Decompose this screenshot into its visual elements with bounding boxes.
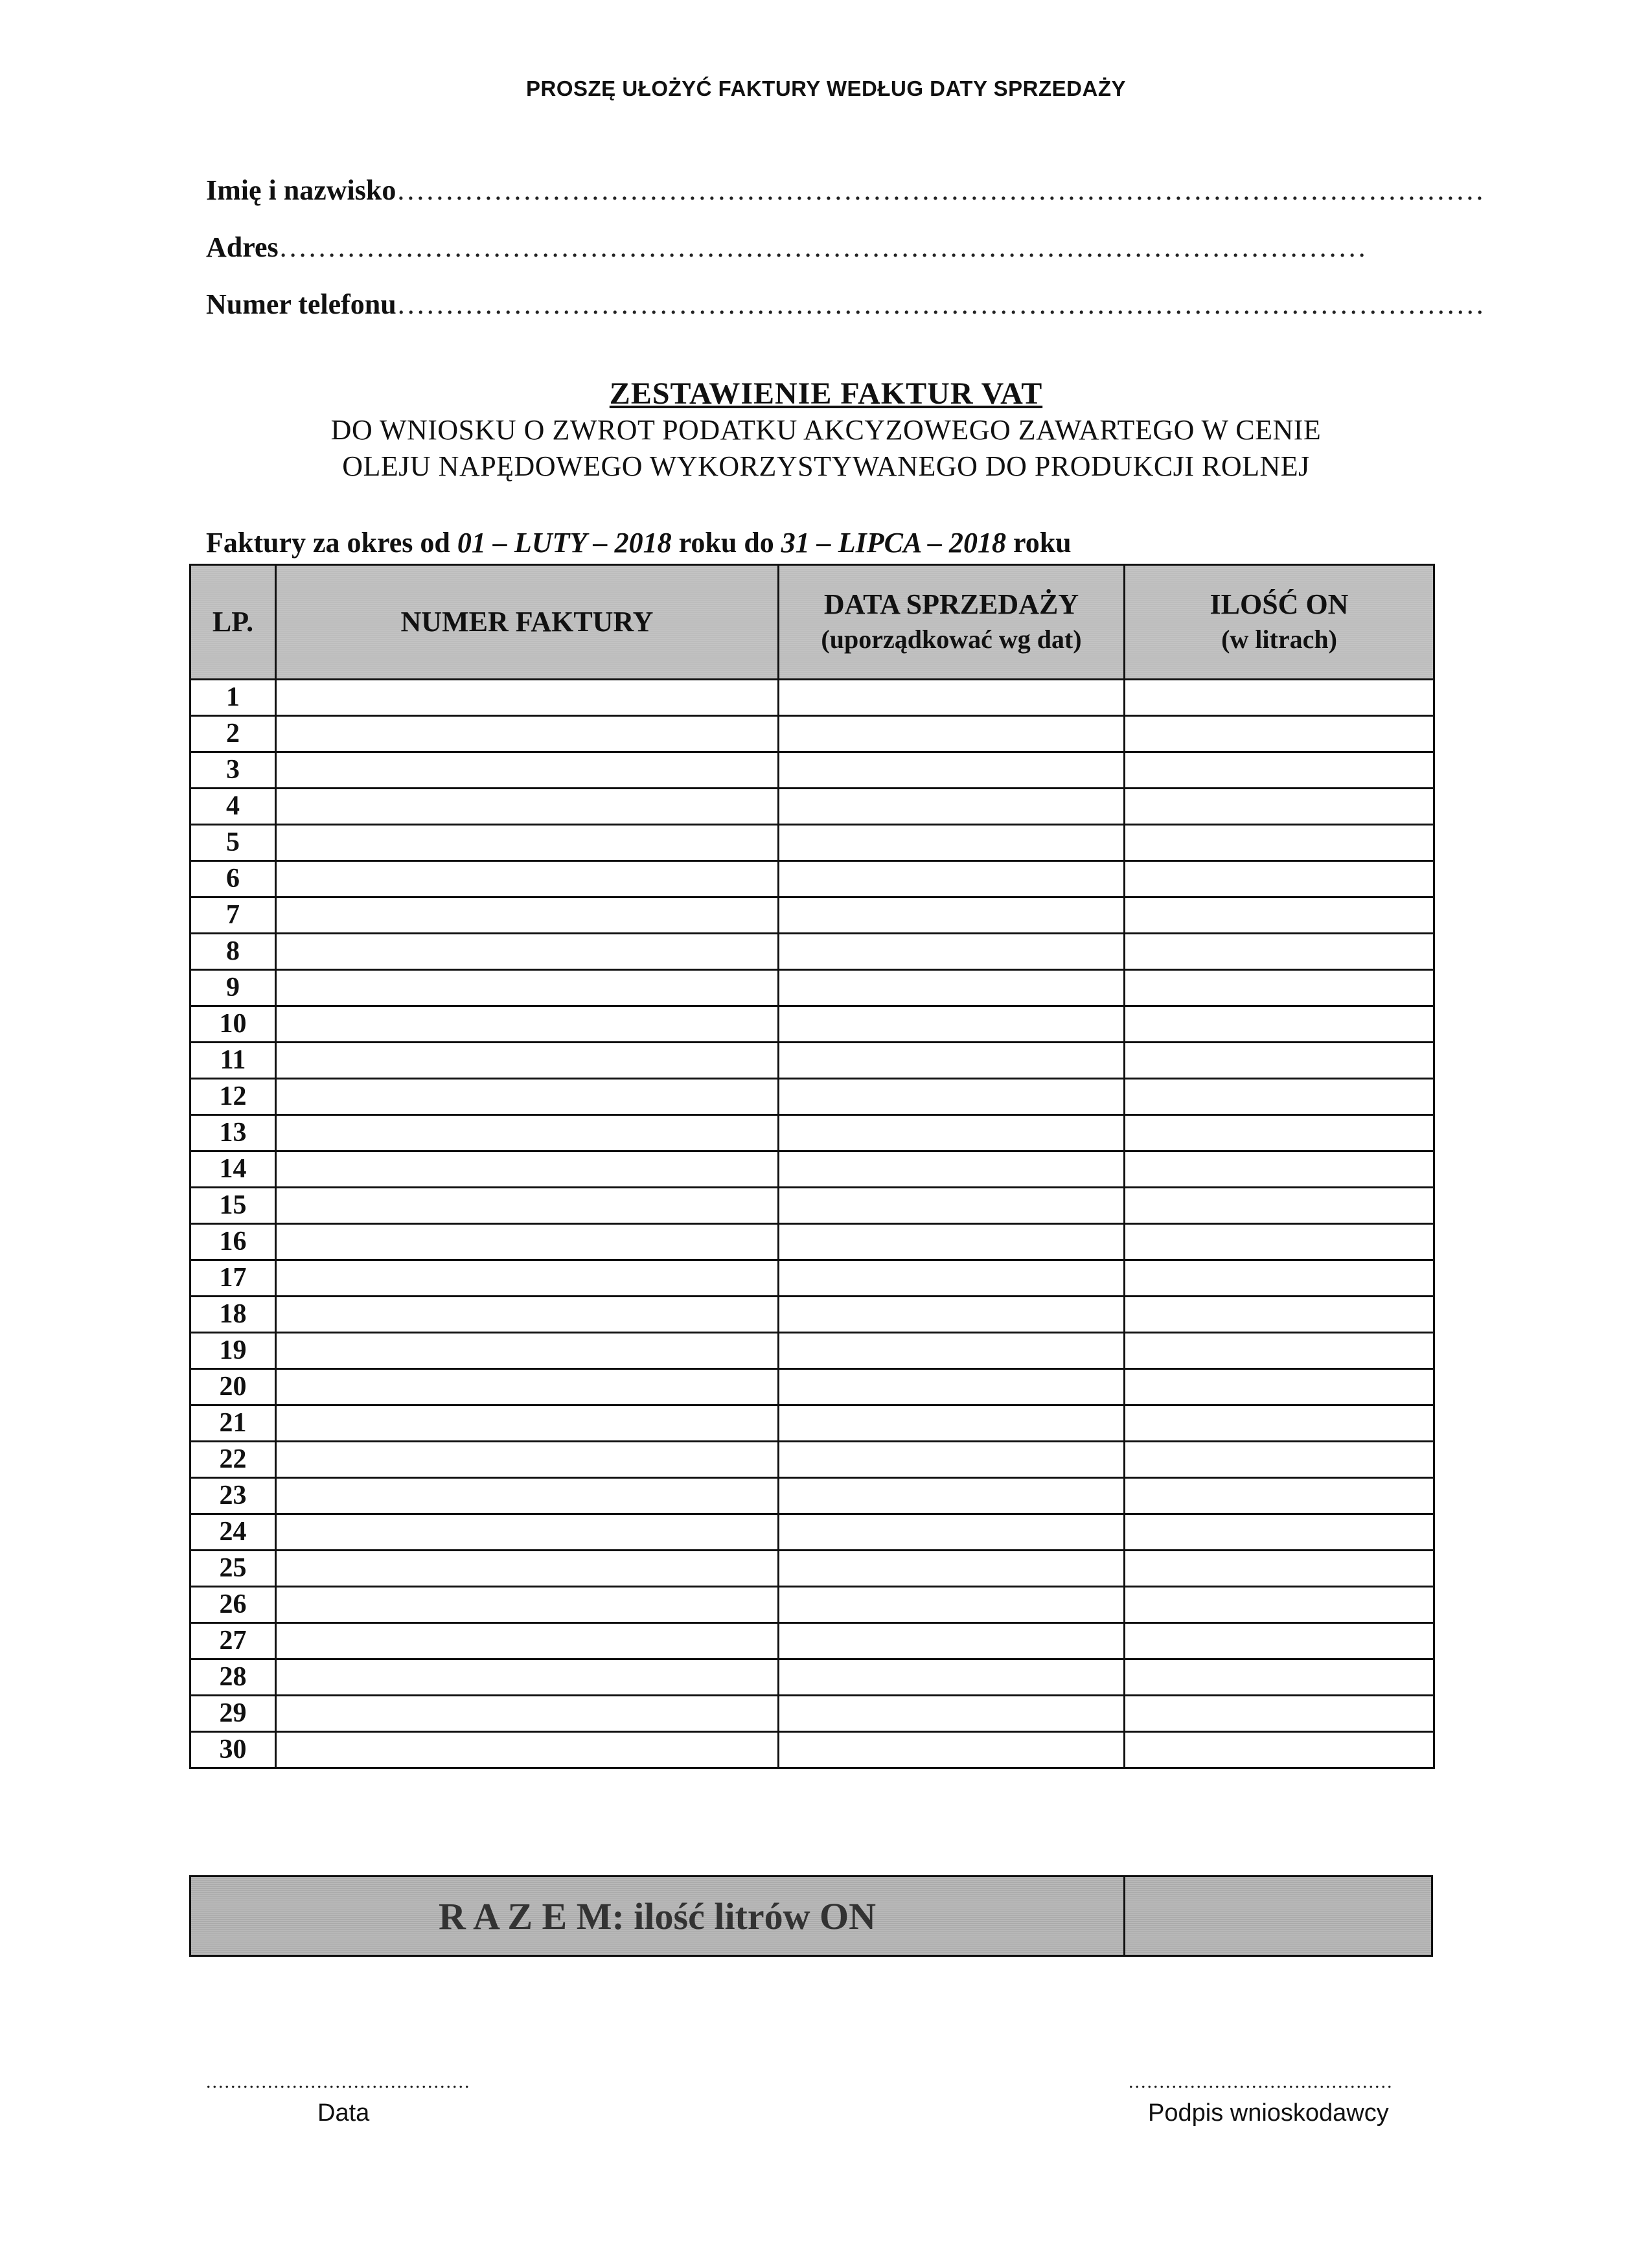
invoice-number-cell[interactable] — [276, 1514, 779, 1551]
row-number-cell: 13 — [190, 1115, 276, 1151]
sale-date-cell[interactable] — [779, 1442, 1125, 1478]
table-row — [190, 1297, 1434, 1333]
table-row — [190, 1659, 1434, 1696]
table-row — [190, 789, 1434, 825]
row-number-cell: 10 — [190, 1006, 276, 1043]
invoice-number-cell[interactable] — [276, 1732, 779, 1768]
row-number-cell: 14 — [190, 1151, 276, 1188]
period-suffix: roku — [1005, 527, 1072, 559]
invoice-number-cell[interactable] — [276, 1587, 779, 1623]
fuel-quantity-cell[interactable] — [1125, 1514, 1434, 1551]
table-row — [190, 1478, 1434, 1514]
address-field[interactable] — [206, 231, 1368, 264]
fuel-quantity-cell[interactable] — [1125, 716, 1434, 752]
table-row — [190, 825, 1434, 861]
sale-date-cell[interactable] — [779, 1333, 1125, 1369]
row-number-cell: 20 — [190, 1369, 276, 1405]
row-number-cell: 24 — [190, 1514, 276, 1551]
sale-date-cell[interactable] — [779, 752, 1125, 789]
fuel-quantity-cell[interactable] — [1125, 934, 1434, 970]
address-label: Adres — [206, 231, 279, 263]
table-row — [190, 1442, 1434, 1478]
table-row — [190, 1006, 1434, 1043]
name-field[interactable] — [206, 174, 1486, 207]
header-invoice-number: NUMER FAKTURY — [276, 565, 779, 680]
table-row — [190, 1333, 1434, 1369]
fuel-quantity-cell[interactable] — [1125, 1696, 1434, 1732]
table-row — [190, 970, 1434, 1006]
row-number-cell: 30 — [190, 1732, 276, 1768]
sale-date-cell[interactable] — [779, 1514, 1125, 1551]
invoice-number-cell[interactable] — [276, 861, 779, 897]
header-sale-date — [779, 565, 1125, 680]
sale-date-cell[interactable] — [779, 1405, 1125, 1442]
invoice-number-cell[interactable] — [276, 897, 779, 934]
invoice-period — [206, 526, 1072, 559]
phone-field[interactable] — [206, 288, 1486, 321]
document-heading — [0, 376, 1652, 485]
table-row — [190, 1043, 1434, 1079]
fuel-quantity-cell[interactable] — [1125, 680, 1434, 716]
header-fuel-quantity-unit: (w litrach) — [1221, 625, 1337, 654]
invoice-number-cell[interactable] — [276, 1079, 779, 1115]
invoice-table — [189, 564, 1435, 1769]
row-number-cell: 1 — [190, 680, 276, 716]
row-number-cell: 21 — [190, 1405, 276, 1442]
invoice-number-cell[interactable] — [276, 1551, 779, 1587]
sale-date-cell[interactable] — [779, 897, 1125, 934]
sale-date-cell[interactable] — [779, 1659, 1125, 1696]
invoice-number-cell[interactable] — [276, 1006, 779, 1043]
invoice-number-cell[interactable] — [276, 1623, 779, 1659]
fuel-quantity-cell[interactable] — [1125, 1442, 1434, 1478]
fuel-quantity-cell[interactable] — [1125, 1188, 1434, 1224]
fuel-quantity-cell[interactable] — [1125, 1587, 1434, 1623]
fuel-quantity-cell[interactable] — [1125, 1297, 1434, 1333]
instruction-note: PROSZĘ UŁOŻYĆ FAKTURY WEDŁUG DATY SPRZEDAŻY — [526, 76, 1126, 100]
row-number-cell: 2 — [190, 716, 276, 752]
fuel-quantity-cell[interactable] — [1125, 1260, 1434, 1297]
row-number-cell: 28 — [190, 1659, 276, 1696]
table-row — [190, 1260, 1434, 1297]
invoice-number-cell[interactable] — [276, 716, 779, 752]
row-number-cell: 4 — [190, 789, 276, 825]
fuel-quantity-cell[interactable] — [1125, 1043, 1434, 1079]
row-number-cell: 5 — [190, 825, 276, 861]
sale-date-cell[interactable] — [779, 1369, 1125, 1405]
sale-date-cell[interactable] — [779, 1623, 1125, 1659]
fuel-quantity-cell[interactable] — [1125, 1115, 1434, 1151]
total-row — [189, 1875, 1433, 1957]
table-row — [190, 1405, 1434, 1442]
sale-date-cell[interactable] — [779, 1224, 1125, 1260]
header-fuel-quantity-title: ILOŚĆ ON — [1210, 588, 1349, 620]
invoice-number-cell[interactable] — [276, 1151, 779, 1188]
row-number-cell: 25 — [190, 1551, 276, 1587]
table-row — [190, 1587, 1434, 1623]
fuel-quantity-cell[interactable] — [1125, 1732, 1434, 1768]
sale-date-cell[interactable] — [779, 1006, 1125, 1043]
row-number-cell: 29 — [190, 1696, 276, 1732]
row-number-cell: 19 — [190, 1333, 276, 1369]
fuel-quantity-cell[interactable] — [1125, 1006, 1434, 1043]
period-to: 31 – LIPCA – 2018 — [781, 527, 1006, 559]
fuel-quantity-cell[interactable] — [1125, 861, 1434, 897]
fuel-quantity-cell[interactable] — [1125, 1623, 1434, 1659]
fuel-quantity-cell[interactable] — [1125, 1079, 1434, 1115]
fuel-quantity-cell[interactable] — [1125, 1224, 1434, 1260]
invoice-number-cell[interactable] — [276, 1260, 779, 1297]
document-title: ZESTAWIENIE FAKTUR VAT — [609, 376, 1043, 411]
sale-date-cell[interactable] — [779, 1188, 1125, 1224]
table-header-row — [190, 565, 1434, 680]
table-row — [190, 680, 1434, 716]
table-row — [190, 897, 1434, 934]
table-row — [190, 861, 1434, 897]
sale-date-cell[interactable] — [779, 1732, 1125, 1768]
invoice-number-cell[interactable] — [276, 1659, 779, 1696]
total-label: R A Z E M: ilość litrów ON — [191, 1877, 1125, 1955]
header-sale-date-note: (uporządkować wg dat) — [821, 625, 1082, 654]
table-row — [190, 934, 1434, 970]
invoice-number-cell[interactable] — [276, 789, 779, 825]
name-label: Imię i nazwisko — [206, 174, 396, 206]
sale-date-cell[interactable] — [779, 1587, 1125, 1623]
row-number-cell: 16 — [190, 1224, 276, 1260]
fuel-quantity-cell[interactable] — [1125, 1551, 1434, 1587]
table-row — [190, 1551, 1434, 1587]
period-prefix: Faktury za okres od — [206, 527, 457, 559]
sale-date-cell[interactable] — [779, 680, 1125, 716]
fuel-quantity-cell[interactable] — [1125, 752, 1434, 789]
fuel-quantity-cell[interactable] — [1125, 897, 1434, 934]
sale-date-cell[interactable] — [779, 934, 1125, 970]
applicant-signature-line[interactable]: ........................................... — [1129, 2071, 1394, 2092]
sale-date-cell[interactable] — [779, 1478, 1125, 1514]
sale-date-cell[interactable] — [779, 1260, 1125, 1297]
table-row — [190, 1369, 1434, 1405]
header-fuel-quantity — [1125, 565, 1434, 680]
invoice-number-cell[interactable] — [276, 825, 779, 861]
invoice-number-cell[interactable] — [276, 1369, 779, 1405]
invoice-number-cell[interactable] — [276, 1043, 779, 1079]
invoice-number-cell[interactable] — [276, 752, 779, 789]
name-dotted-line[interactable]: ................................................................................................................ — [397, 174, 1486, 206]
row-number-cell: 12 — [190, 1079, 276, 1115]
table-row — [190, 1623, 1434, 1659]
table-row — [190, 1696, 1434, 1732]
sale-date-cell[interactable] — [779, 825, 1125, 861]
table-row — [190, 1732, 1434, 1768]
row-number-cell: 9 — [190, 970, 276, 1006]
document-subtitle-line-1: DO WNIOSKU O ZWROT PODATKU AKCYZOWEGO ZAWARTEGO W CENIE — [330, 414, 1322, 446]
row-number-cell: 6 — [190, 861, 276, 897]
fuel-quantity-cell[interactable] — [1125, 1405, 1434, 1442]
invoice-number-cell[interactable] — [276, 1297, 779, 1333]
invoice-number-cell[interactable] — [276, 1478, 779, 1514]
row-number-cell: 27 — [190, 1623, 276, 1659]
sale-date-cell[interactable] — [779, 1297, 1125, 1333]
sale-date-cell[interactable] — [779, 1043, 1125, 1079]
row-number-cell: 22 — [190, 1442, 276, 1478]
table-row — [190, 1514, 1434, 1551]
address-dotted-line[interactable]: ................................................................................................................ — [279, 231, 1368, 263]
fuel-quantity-cell[interactable] — [1125, 789, 1434, 825]
table-row — [190, 1188, 1434, 1224]
fuel-quantity-cell[interactable] — [1125, 1333, 1434, 1369]
sale-date-cell[interactable] — [779, 1115, 1125, 1151]
invoice-number-cell[interactable] — [276, 1115, 779, 1151]
fuel-quantity-cell[interactable] — [1125, 970, 1434, 1006]
sale-date-cell[interactable] — [779, 1551, 1125, 1587]
header-lp: LP. — [190, 565, 276, 680]
row-number-cell: 18 — [190, 1297, 276, 1333]
invoice-number-cell[interactable] — [276, 1405, 779, 1442]
row-number-cell: 7 — [190, 897, 276, 934]
sale-date-cell[interactable] — [779, 970, 1125, 1006]
invoice-number-cell[interactable] — [276, 1442, 779, 1478]
row-number-cell: 15 — [190, 1188, 276, 1224]
table-row — [190, 752, 1434, 789]
table-row — [190, 716, 1434, 752]
fuel-quantity-cell[interactable] — [1125, 1369, 1434, 1405]
fuel-quantity-cell[interactable] — [1125, 1659, 1434, 1696]
invoice-number-cell[interactable] — [276, 1696, 779, 1732]
table-row — [190, 1151, 1434, 1188]
invoice-number-cell[interactable] — [276, 970, 779, 1006]
invoice-number-cell[interactable] — [276, 934, 779, 970]
sale-date-cell[interactable] — [779, 789, 1125, 825]
sale-date-cell[interactable] — [779, 1079, 1125, 1115]
sale-date-cell[interactable] — [779, 1151, 1125, 1188]
applicant-signature-label: Podpis wnioskodawcy — [1148, 2099, 1389, 2127]
date-label: Data — [317, 2099, 370, 2127]
row-number-cell: 3 — [190, 752, 276, 789]
phone-label: Numer telefonu — [206, 288, 396, 320]
invoice-number-cell[interactable] — [276, 1333, 779, 1369]
document-subtitle-line-2: OLEJU NAPĘDOWEGO WYKORZYSTYWANEGO DO PRODUKCJI ROLNEJ — [342, 450, 1310, 482]
fuel-quantity-cell[interactable] — [1125, 1151, 1434, 1188]
header-sale-date-title: DATA SPRZEDAŻY — [823, 588, 1079, 620]
date-signature-line[interactable]: ........................................... — [206, 2071, 471, 2092]
table-row — [190, 1224, 1434, 1260]
row-number-cell: 17 — [190, 1260, 276, 1297]
sale-date-cell[interactable] — [779, 716, 1125, 752]
fuel-quantity-cell[interactable] — [1125, 825, 1434, 861]
table-row — [190, 1079, 1434, 1115]
fuel-quantity-cell[interactable] — [1125, 1478, 1434, 1514]
invoice-number-cell[interactable] — [276, 1188, 779, 1224]
period-from: 01 – LUTY – 2018 — [457, 527, 672, 559]
table-body — [190, 680, 1434, 1768]
period-middle: roku do — [671, 527, 781, 559]
table-row — [190, 1115, 1434, 1151]
invoice-number-cell[interactable] — [276, 1224, 779, 1260]
sale-date-cell[interactable] — [779, 861, 1125, 897]
row-number-cell: 8 — [190, 934, 276, 970]
sale-date-cell[interactable] — [779, 1696, 1125, 1732]
row-number-cell: 11 — [190, 1043, 276, 1079]
invoice-number-cell[interactable] — [276, 680, 779, 716]
phone-dotted-line[interactable]: ................................................................................................................ — [397, 288, 1486, 320]
total-value-cell[interactable] — [1125, 1877, 1431, 1955]
row-number-cell: 26 — [190, 1587, 276, 1623]
row-number-cell: 23 — [190, 1478, 276, 1514]
